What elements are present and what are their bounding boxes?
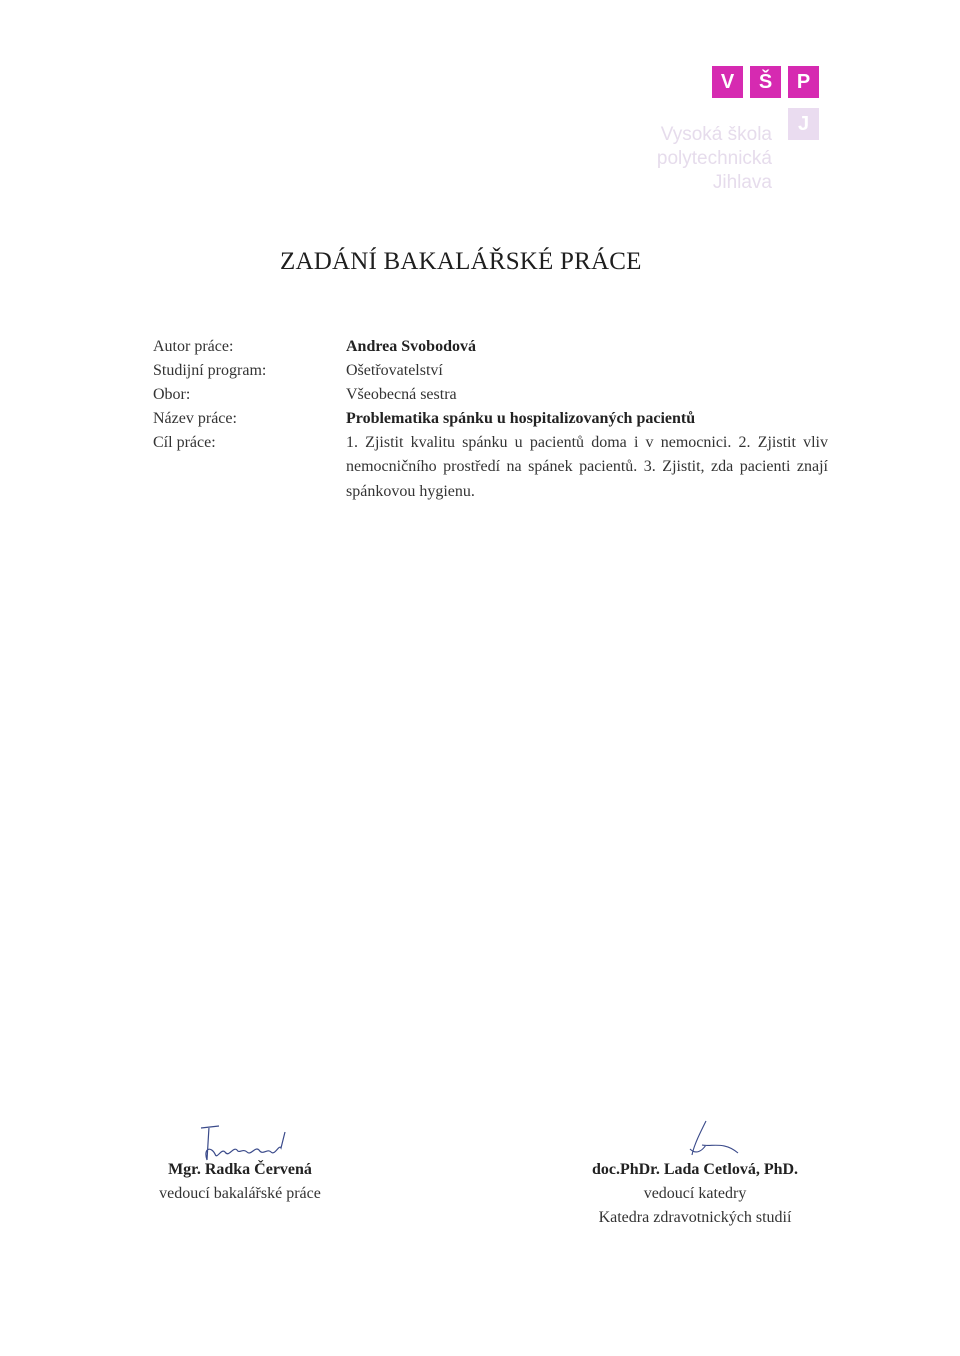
logo-text-line-3: Jihlava <box>712 172 772 193</box>
head-of-department-name: doc.PhDr. Lada Cetlová, PhD. <box>591 1161 799 1178</box>
supervisor-role: vedoucí bakalářské práce <box>159 1185 321 1202</box>
signature-block-supervisor <box>140 1158 340 1206</box>
field-value: Všeobecná sestra <box>346 386 457 403</box>
document-title: ZADÁNÍ BAKALÁŘSKÉ PRÁCE <box>280 248 642 275</box>
logo-box-j: J <box>788 108 819 140</box>
field-thesis-goal <box>153 431 833 500</box>
field-label: Studijní program: <box>153 362 267 379</box>
logo-text-line-1: Vysoká škola <box>660 124 772 145</box>
logo-box-p: P <box>788 66 819 98</box>
logo-text-line-2: polytechnická <box>656 148 772 169</box>
field-value: 1. Zjistit kvalitu spánku u pacientů doma i v nemocnici. 2. Zjistit vliv nemocničního prostředí na spánek pacientů. 3. Zjistit, zda pacienti znají spánkovou hygienu. <box>346 434 828 500</box>
field-thesis-title <box>153 407 833 431</box>
field-label: Cíl práce: <box>153 434 216 451</box>
field-label: Obor: <box>153 386 191 403</box>
field-value: Ošetřovatelství <box>346 362 443 379</box>
field-value: Problematika spánku u hospitalizovaných pacientů <box>346 410 696 427</box>
assignment-fields <box>153 335 833 500</box>
logo-box-v: V <box>712 66 743 98</box>
field-author <box>153 335 833 359</box>
supervisor-name: Mgr. Radka Červená <box>168 1161 312 1178</box>
field-label: Autor práce: <box>153 338 234 355</box>
signature-block-head-of-department <box>565 1158 825 1230</box>
field-specialization <box>153 383 833 407</box>
field-label: Název práce: <box>153 410 237 427</box>
school-logo <box>640 66 830 196</box>
handwritten-signature-right <box>672 1115 752 1161</box>
department-name: Katedra zdravotnických studií <box>598 1209 792 1226</box>
head-of-department-role: vedoucí katedry <box>643 1185 747 1202</box>
field-value: Andrea Svobodová <box>346 338 476 355</box>
field-study-program <box>153 359 833 383</box>
logo-box-s: Š <box>750 66 781 98</box>
